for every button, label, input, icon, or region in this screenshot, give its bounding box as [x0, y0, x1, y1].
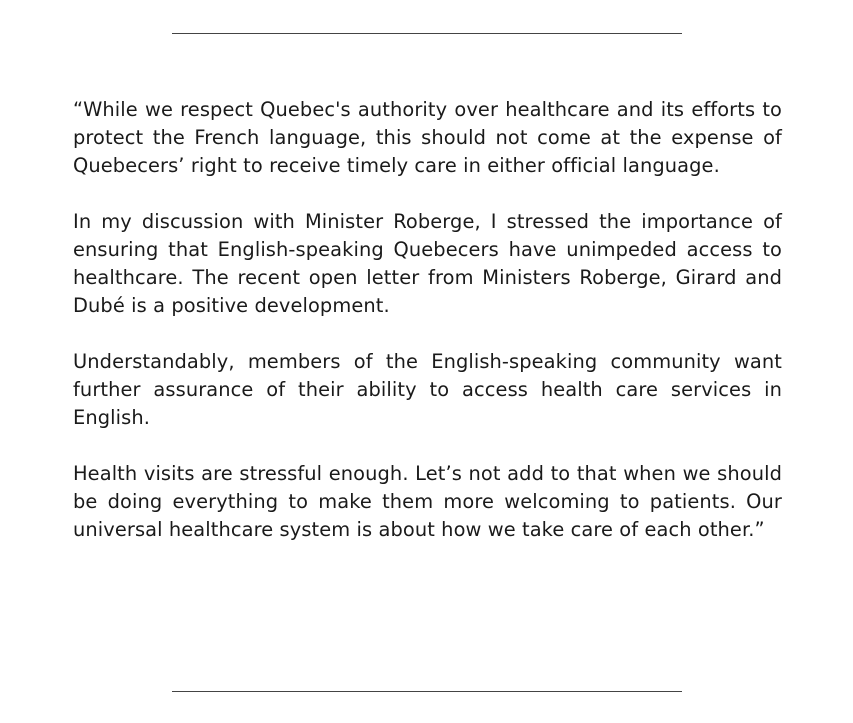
- bottom-divider: [172, 691, 682, 692]
- statement-paragraph-2: In my discussion with Minister Roberge, I stressed the importance of ensuring that English-speaking Quebecers have unimpeded access to healthcare. The recent open letter from Ministers Roberge, Girard and Dubé is a positive development.: [73, 210, 782, 317]
- statement-paragraph-4: Health visits are stressful enough. Let’s not add to that when we should be doing everything to make them more welcoming to patients. Our universal healthcare system is about how we take care of each other.”: [73, 462, 782, 541]
- statement-paragraph-1: “While we respect Quebec's authority over healthcare and its efforts to protect the French language, this should not come at the expense of Quebecers’ right to receive timely care in either official language.: [73, 98, 782, 177]
- statement-paragraph-3: Understandably, members of the English-speaking community want further assurance of their ability to access health care services in English.: [73, 350, 782, 429]
- quote-statement: [73, 96, 782, 544]
- top-divider: [172, 33, 682, 34]
